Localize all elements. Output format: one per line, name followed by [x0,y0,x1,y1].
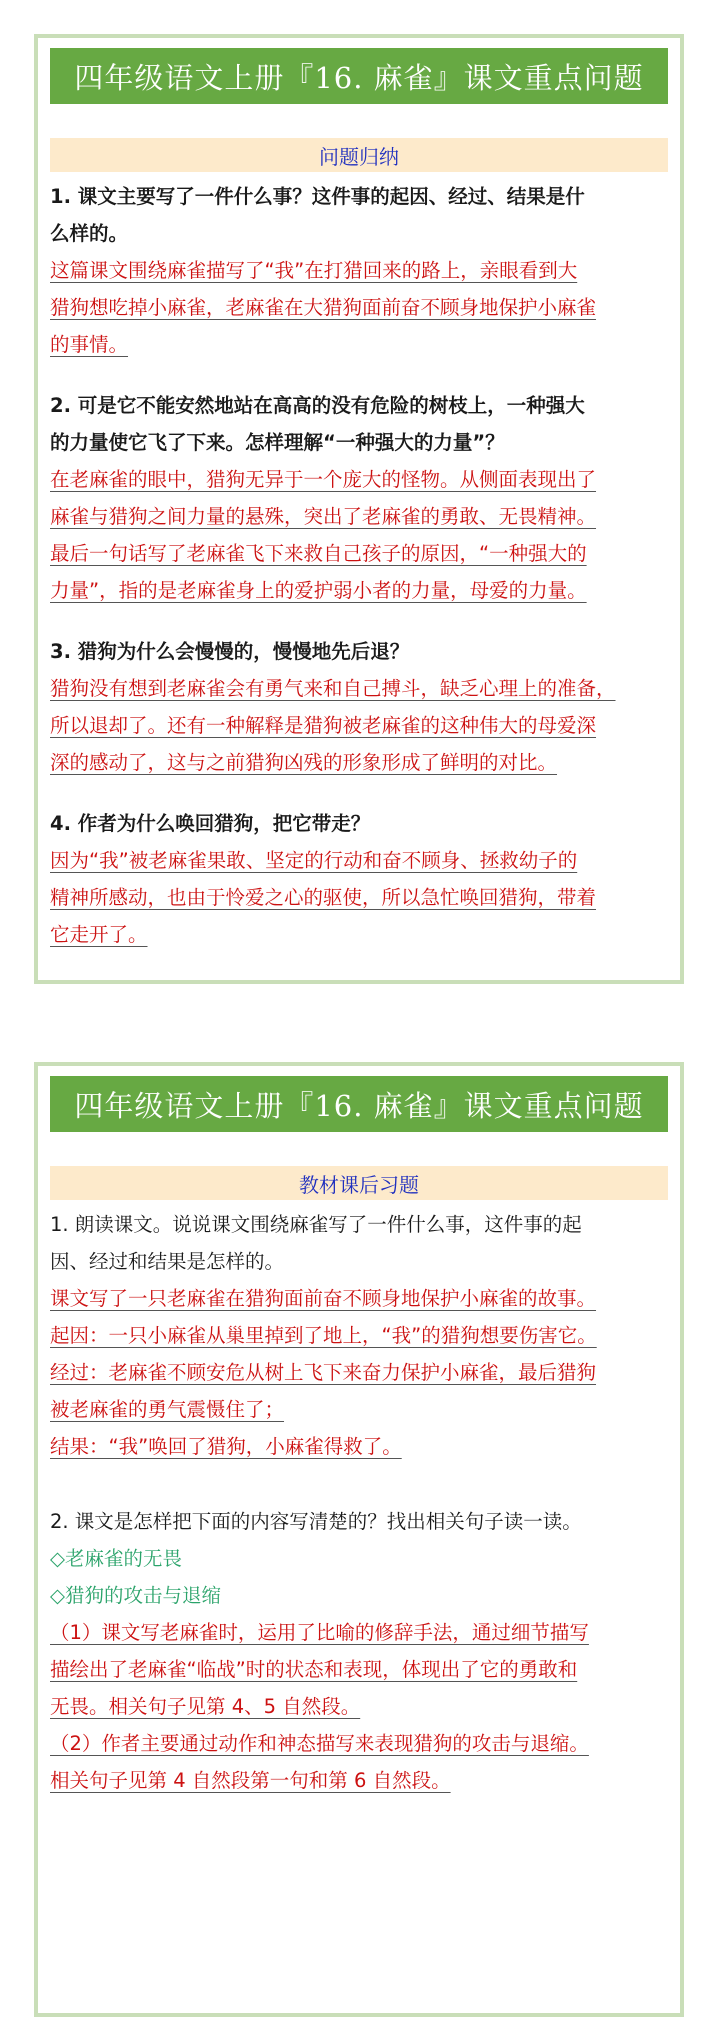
answer-line: 麻雀与猎狗之间力量的悬殊，突出了老麻雀的勇敢、无畏精神。 [50,505,597,528]
question-line: 3. 猎狗为什么会慢慢的，慢慢地先后退？ [50,640,410,663]
answer-line: 无畏。相关句子见第 4、5 自然段。 [50,1695,361,1718]
question-line: 因、经过和结果是怎样的。 [50,1250,285,1273]
answer-line: 猎狗没有想到老麻雀会有勇气来和自己搏斗，缺乏心理上的准备， [50,677,616,700]
question-line: 2. 课文是怎样把下面的内容写清楚的？找出相关句子读一读。 [50,1510,582,1533]
answer-line: 力量”，指的是老麻雀身上的爱护弱小者的力量，母爱的力量。 [50,579,587,602]
section-heading: 问题归纳 [50,138,668,172]
question-line: 1. 课文主要写了一件什么事？这件事的起因、经过、结果是什 [50,185,585,208]
answer-line: 最后一句话写了老麻雀飞下来救自己孩子的原因，“一种强大的 [50,542,587,565]
answer-line: 结果：“我”唤回了猎狗，小麻雀得救了。 [50,1435,402,1458]
answer-line: 因为“我”被老麻雀果敢、坚定的行动和奋不顾身、拯救幼子的 [50,849,578,872]
card-question-summary [34,34,684,984]
answer-line: 相关句子见第 4 自然段第一句和第 6 自然段。 [50,1769,451,1792]
qa-list [50,178,672,953]
card-textbook-exercises [34,1062,684,2017]
answer-line: 深的感动了，这与之前猎狗凶残的形象形成了鲜明的对比。 [50,751,558,774]
question-line: 的力量使它飞了下来。怎样理解“一种强大的力量”？ [50,431,505,454]
answer-line: （2）作者主要通过动作和神态描写来表现猎狗的攻击与退缩。 [50,1732,589,1755]
answer-line: 它走开了。 [50,923,148,946]
page-title: 四年级语文上册『16. 麻雀』课文重点问题 [50,1076,668,1132]
section-heading: 教材课后习题 [50,1166,668,1200]
answer-line: 精神所感动，也由于怜爱之心的驱使，所以急忙唤回猎狗，带着 [50,886,597,909]
answer-line: 经过：老麻雀不顾安危从树上飞下来奋力保护小麻雀，最后猎狗 [50,1361,597,1384]
page-title: 四年级语文上册『16. 麻雀』课文重点问题 [50,48,668,104]
answer-line: 的事情。 [50,333,129,356]
answer-line: 在老麻雀的眼中，猎狗无异于一个庞大的怪物。从侧面表现出了 [50,468,597,491]
question-line: 1. 朗读课文。说说课文围绕麻雀写了一件什么事，这件事的起 [50,1213,582,1236]
answer-line: 所以退却了。还有一种解释是猎狗被老麻雀的这种伟大的母爱深 [50,714,597,737]
question-line: 么样的。 [50,222,129,245]
answer-line: 猎狗想吃掉小麻雀，老麻雀在大猎狗面前奋不顾身地保护小麻雀 [50,296,597,319]
exercise-list [50,1206,672,1799]
answer-line: 被老麻雀的勇气震慑住了； [50,1398,285,1421]
question-line: 2. 可是它不能安然地站在高高的没有危险的树枝上，一种强大 [50,394,585,417]
answer-line: 起因：一只小麻雀从巢里掉到了地上，“我”的猎狗想要伤害它。 [50,1324,597,1347]
answer-line: 描绘出了老麻雀“临战”时的状态和表现，体现出了它的勇敢和 [50,1658,578,1681]
sub-topic: ◇老麻雀的无畏 [50,1547,182,1570]
answer-line: （1）课文写老麻雀时，运用了比喻的修辞手法，通过细节描写 [50,1621,589,1644]
answer-line: 课文写了一只老麻雀在猎狗面前奋不顾身地保护小麻雀的故事。 [50,1287,597,1310]
sub-topic: ◇猎狗的攻击与退缩 [50,1584,221,1607]
question-line: 4. 作者为什么唤回猎狗，把它带走？ [50,812,371,835]
answer-line: 这篇课文围绕麻雀描写了“我”在打猎回来的路上，亲眼看到大 [50,259,578,282]
